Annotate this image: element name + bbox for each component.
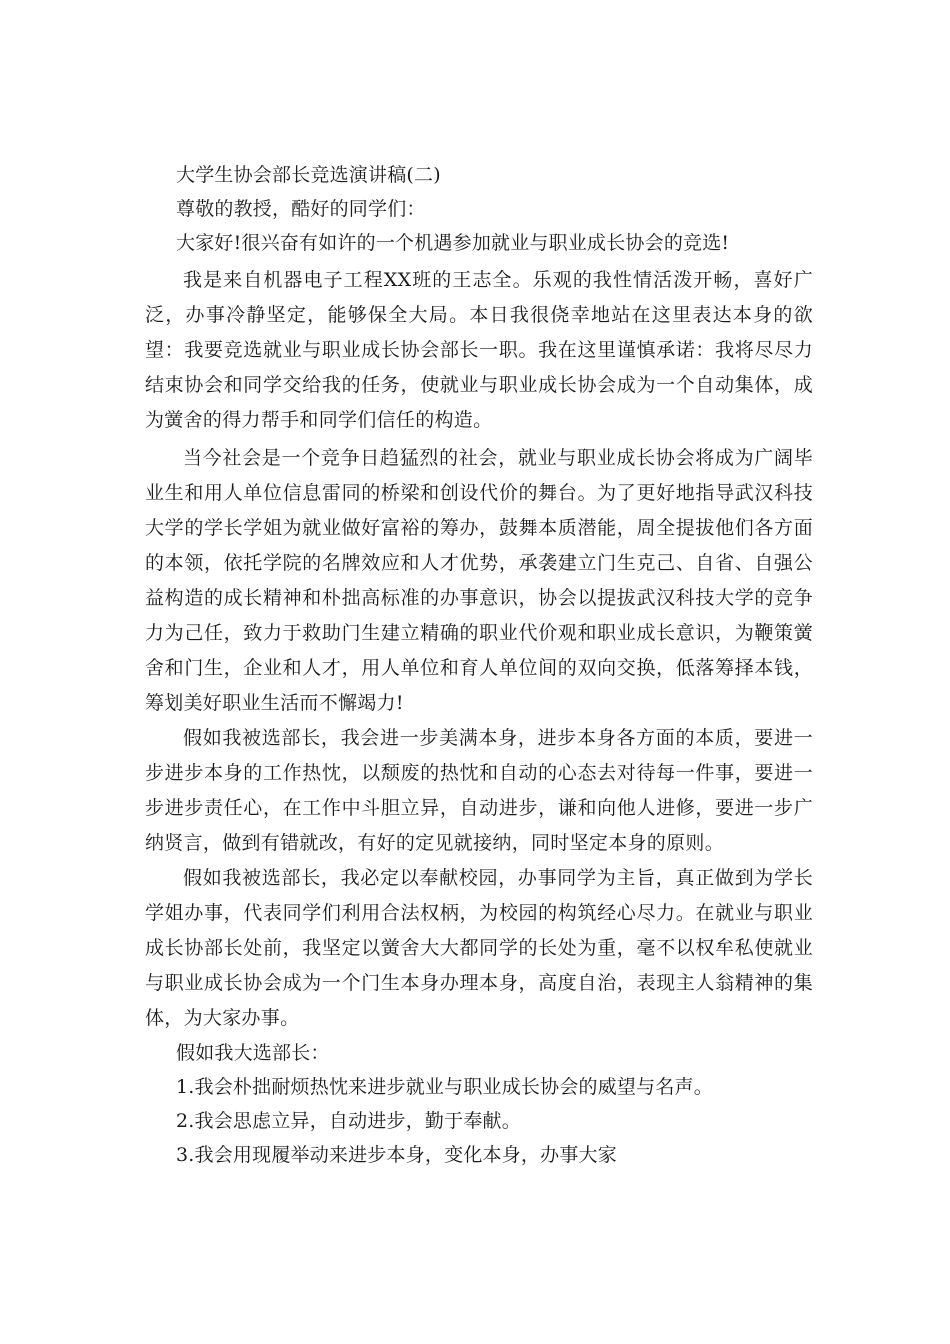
salutation: 尊敬的教授，酷好的同学们：	[176, 198, 426, 220]
paragraph-if-elected-2: 假如我被选部长，我必定以奉献校园，办事同学为主旨，真正做到为学长学姐办事，代表同学们利用合法权柄，为校园的构筑经心尽力。在就业与职业成长协部长处前，我坚定以黉舍大大都同学的长处为重，毫不以权牟私使就业与职业成长协会成为一个门生本身办理本身，高度自治，表现主人翁精神的集体，为大家办事。	[145, 867, 813, 1029]
paragraph-intro: 我是来自机器电子工程XX班的王志全。乐观的我性情活泼开畅，喜好广泛，办事冷静坚定，能够保全大局。本日我很侥幸地站在这里表达本身的欲望：我要竞选就业与职业成长协会部长一职。我在这里谨慎承诺：我将尽尽力结束协会和同学交给我的任务，使就业与职业成长协会成为一个自动集体，成为黉舍的得力帮手和同学们信任的构造。	[145, 269, 813, 431]
list-intro: 假如我大选部长：	[176, 1042, 330, 1064]
document-title: 大学生协会部长竞选演讲稿(二)	[176, 164, 441, 186]
list-item: 3.我会用现履举动来进步本身，变化本身，办事大家	[176, 1144, 617, 1166]
list-item: 1.我会朴拙耐烦热忱来进步就业与职业成长协会的威望与名声。	[176, 1076, 713, 1098]
list-item: 2.我会思虑立异，自动进步，勤于奉献。	[176, 1110, 521, 1132]
document-body	[145, 158, 813, 1172]
paragraph-if-elected-1: 假如我被选部长，我会进一步美满本身，进步本身各方面的本质，要进一步进步本身的工作热忱，以颓废的热忱和自动的心态去对待每一件事，要进一步进步责任心，在工作中斗胆立异，自动进步，谦和向他人进修，要进一步广纳贤言，做到有错就改，有好的定见就接纳，同时坚定本身的原则。	[145, 727, 813, 854]
greeting: 大家好!很兴奋有如许的一个机遇参加就业与职业成长协会的竞选!	[176, 232, 730, 254]
paragraph-society: 当今社会是一个竞争日趋猛烈的社会，就业与职业成长协会将成为广阔毕业生和用人单位信息雷同的桥梁和创设代价的舞台。为了更好地指导武汉科技大学的学长学姐为就业做好富裕的筹办，鼓舞本质潜能，周全提拔他们各方面的本领，依托学院的名牌效应和人才优势，承袭建立门生克己、自省、自强公益构造的成长精神和朴拙高标准的办事意识，协会以提拔武汉科技大学的竞争力为己任，致力于救助门生建立精确的职业代价观和职业成长意识，为鞭策黉舍和门生，企业和人才，用人单位和育人单位间的双向交换，低落筹择本钱，筹划美好职业生活而不懈竭力!	[145, 447, 813, 714]
